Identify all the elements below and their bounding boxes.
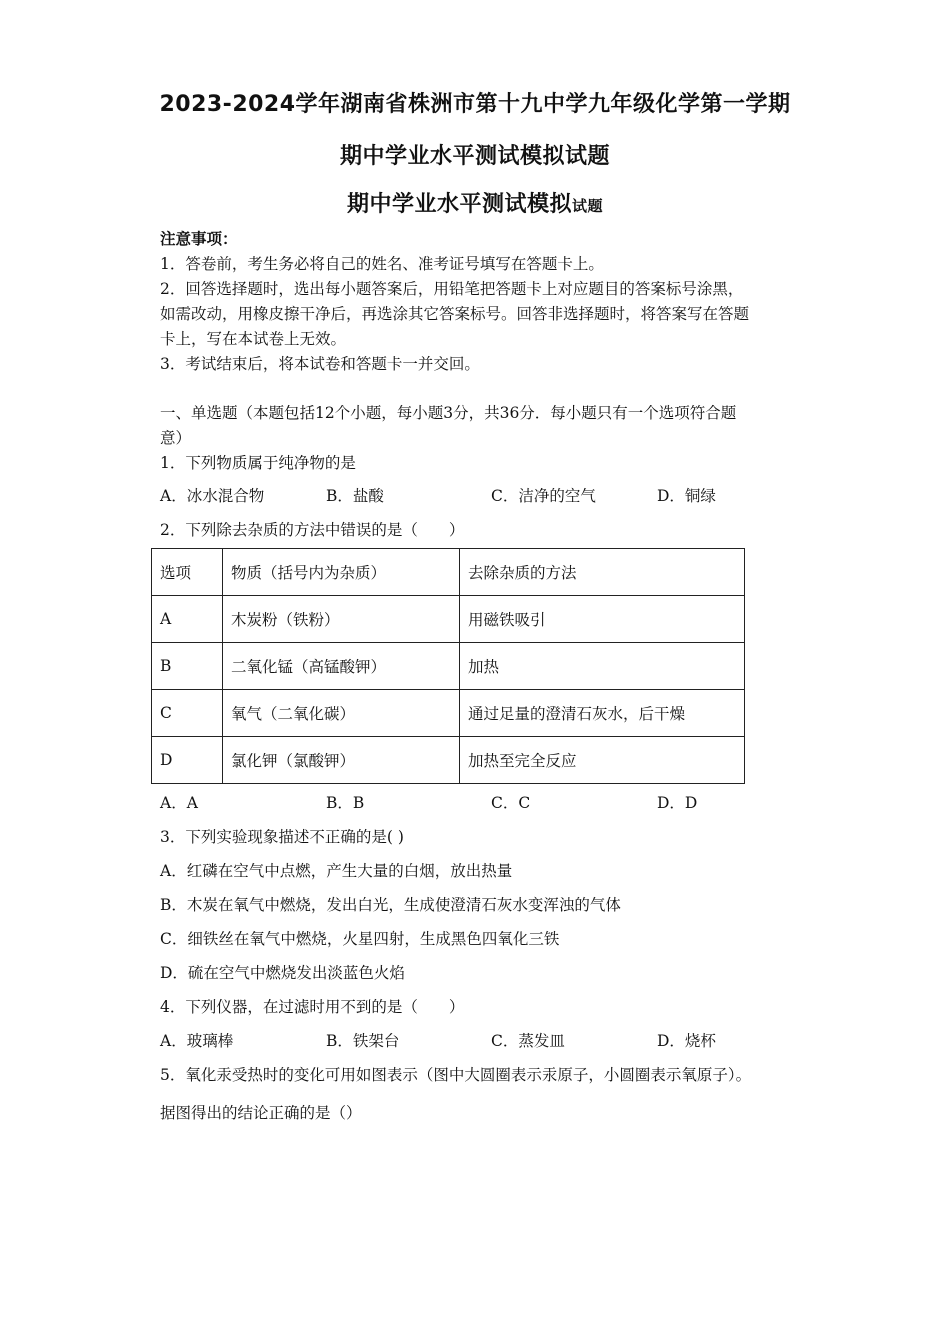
table-cell: 氧气（二氧化碳） — [223, 690, 460, 737]
section-heading-line-1: 一、单选题（本题包括12个小题，每小题3分，共36分．每小题只有一个选项符合题 — [160, 404, 737, 422]
table-row — [152, 737, 745, 784]
document-title-line-2: 期中学业水平测试模拟试题 — [339, 144, 610, 169]
table-cell: 木炭粉（铁粉） — [223, 596, 460, 643]
question-1-option-a[interactable]: A．冰水混合物 — [160, 487, 265, 505]
document-title-line-1: 2023-2024学年湖南省株洲市第十九中学九年级化学第一学期 — [159, 92, 791, 117]
table-cell: C — [152, 690, 223, 737]
document-title-line-3-main: 期中学业水平测试模拟 — [346, 192, 572, 217]
notice-item-2-line-2: 如需改动，用橡皮擦干净后，再选涂其它答案标号。回答非选择题时，将答案写在答题 — [160, 305, 750, 323]
notice-item-2-line-3: 卡上，写在本试卷上无效。 — [160, 330, 347, 348]
question-2-option-c[interactable]: C．C — [491, 794, 531, 812]
question-4-option-d[interactable]: D．烧杯 — [657, 1032, 716, 1050]
notice-item-1: 1．答卷前，考生务必将自己的姓名、准考证号填写在答题卡上。 — [160, 255, 604, 273]
question-1-option-c[interactable]: C．洁净的空气 — [491, 487, 596, 505]
table-row — [152, 643, 745, 690]
question-2-option-b[interactable]: B．B — [326, 794, 365, 812]
table-cell: 加热 — [460, 643, 745, 690]
table-header-cell: 去除杂质的方法 — [460, 549, 745, 596]
question-5-stem-line-2: 据图得出的结论正确的是（） — [160, 1104, 362, 1122]
question-4-option-b[interactable]: B．铁架台 — [326, 1032, 400, 1050]
question-2-option-a[interactable]: A．A — [160, 794, 198, 812]
question-1-stem: 1．下列物质属于纯净物的是 — [160, 454, 356, 472]
table-cell: A — [152, 596, 223, 643]
notice-heading: 注意事项： — [160, 229, 238, 248]
section-heading-line-2: 意） — [160, 429, 192, 447]
table-cell: 二氧化锰（高锰酸钾） — [223, 643, 460, 690]
notice-item-2-line-1: 2．回答选择题时，选出每小题答案后，用铅笔把答题卡上对应题目的答案标号涂黑， — [160, 280, 744, 298]
question-4-option-c[interactable]: C．蒸发皿 — [491, 1032, 565, 1050]
question-4-option-a[interactable]: A．玻璃棒 — [160, 1032, 234, 1050]
notice-item-3: 3．考试结束后，将本试卷和答题卡一并交回。 — [160, 355, 480, 373]
table-row — [152, 596, 745, 643]
question-1-options — [160, 484, 800, 506]
document-title-line-3 — [0, 187, 950, 218]
question-2-table — [151, 548, 745, 784]
table-cell: 加热至完全反应 — [460, 737, 745, 784]
table-cell: D — [152, 737, 223, 784]
table-header-cell: 选项 — [152, 549, 223, 596]
question-4-stem: 4．下列仪器，在过滤时用不到的是（ ） — [160, 998, 465, 1016]
table-header-row — [152, 549, 745, 596]
question-1-option-d[interactable]: D．铜绿 — [657, 487, 716, 505]
document-title-line-3-small: 试题 — [572, 197, 604, 215]
table-header-cell: 物质（括号内为杂质） — [223, 549, 460, 596]
question-2-option-d[interactable]: D．D — [657, 794, 698, 812]
question-3-option-d[interactable]: D．硫在空气中燃烧发出淡蓝色火焰 — [160, 964, 405, 982]
table-cell: 通过足量的澄清石灰水，后干燥 — [460, 690, 745, 737]
question-2-options — [160, 791, 800, 813]
question-3-option-b[interactable]: B．木炭在氧气中燃烧，发出白光，生成使澄清石灰水变浑浊的气体 — [160, 896, 621, 914]
question-2-stem: 2．下列除去杂质的方法中错误的是（ ） — [160, 521, 465, 539]
question-3-option-a[interactable]: A．红磷在空气中点燃，产生大量的白烟，放出热量 — [160, 862, 513, 880]
question-4-options — [160, 1029, 800, 1051]
question-3-stem: 3．下列实验现象描述不正确的是( ) — [160, 828, 404, 846]
table-cell: B — [152, 643, 223, 690]
question-5-stem-line-1: 5．氧化汞受热时的变化可用如图表示（图中大圆圈表示汞原子，小圆圈表示氧原子）。 — [160, 1066, 752, 1084]
question-1-option-b[interactable]: B．盐酸 — [326, 487, 384, 505]
table-row — [152, 690, 745, 737]
table-cell: 用磁铁吸引 — [460, 596, 745, 643]
table-cell: 氯化钾（氯酸钾） — [223, 737, 460, 784]
question-3-option-c[interactable]: C．细铁丝在氧气中燃烧，火星四射，生成黑色四氧化三铁 — [160, 930, 560, 948]
